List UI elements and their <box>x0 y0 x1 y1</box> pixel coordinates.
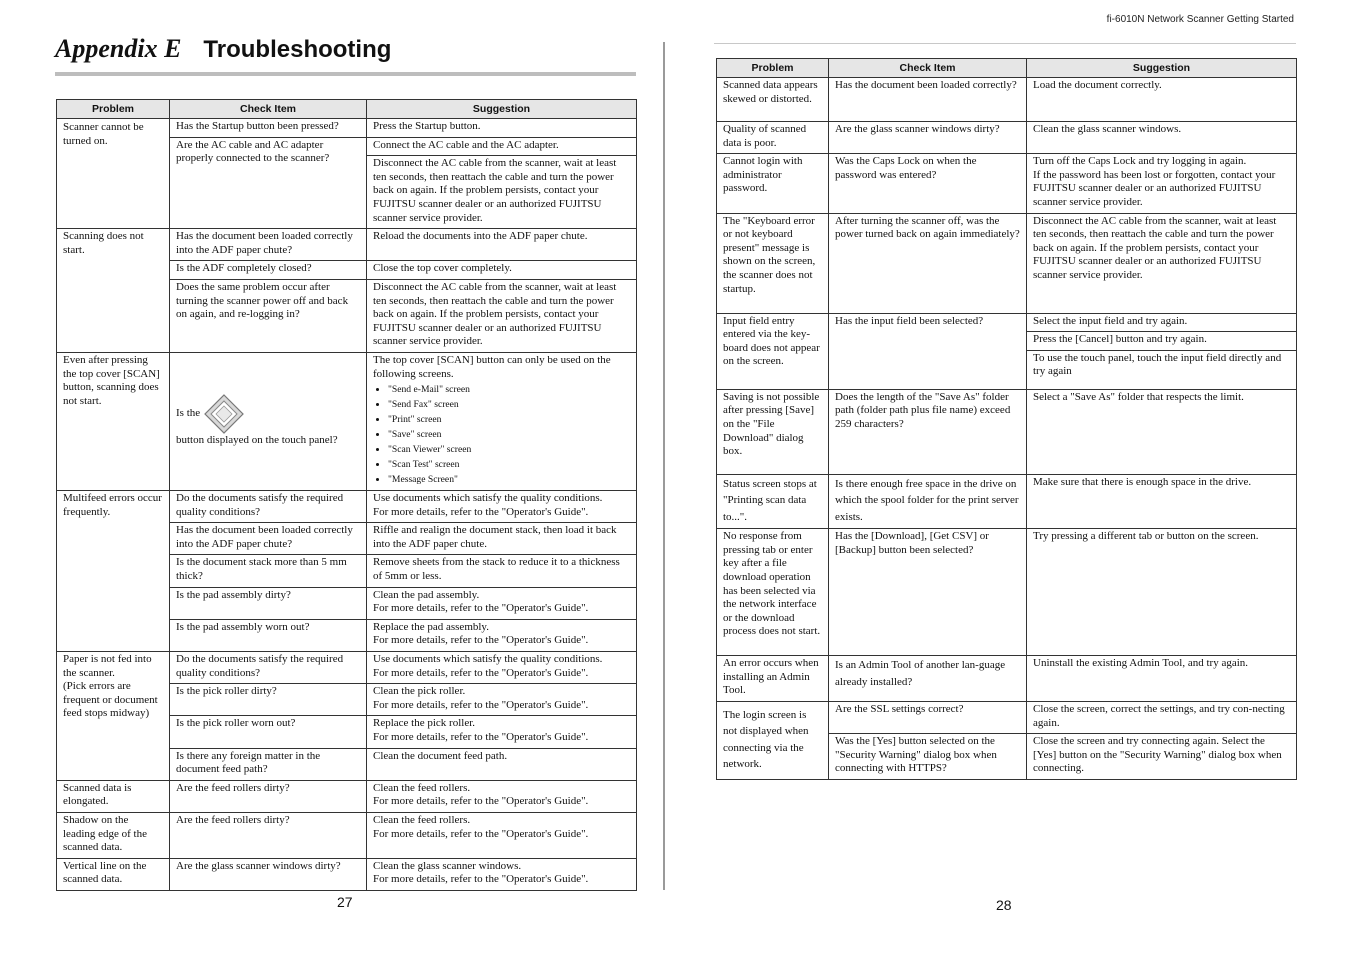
table-row <box>717 702 1297 734</box>
problem-cell: Vertical line on the scanned data. <box>57 858 170 890</box>
check-item-cell: Is an Admin Tool of another lan-guage already installed? <box>829 656 1027 702</box>
problem-cell: Quality of scanned data is poor. <box>717 122 829 154</box>
check-item-cell: Are the feed rollers dirty? <box>170 812 367 858</box>
table-row <box>57 119 637 138</box>
check-item-cell: Is the ADF completely closed? <box>170 261 367 280</box>
scan-button-note: The top cover [SCAN] button can only be used on the following screens. <box>373 353 611 380</box>
suggestion-cell: Clean the glass scanner windows. <box>1027 122 1297 154</box>
problem-cell: Scanned data is elongated. <box>57 780 170 812</box>
suggestion-cell: Press the Startup button. <box>367 119 637 138</box>
suggestion-cell: Select a "Save As" folder that respects the limit. <box>1027 389 1297 474</box>
scan-button-icon <box>204 394 244 434</box>
suggestion-cell: Uninstall the existing Admin Tool, and try again. <box>1027 656 1297 702</box>
list-item: • "Save" screen <box>388 427 630 442</box>
left-page <box>0 0 665 954</box>
check-item-suffix: button displayed on the touch panel? <box>176 433 338 446</box>
check-item-cell: Does the length of the "Save As" folder path (folder path plus file name) exceed 259 characters? <box>829 389 1027 474</box>
problem-cell: No response from pressing tab or enter key after a file download operation has been selected via the network interface or the download process does not start. <box>717 529 829 656</box>
suggestion-cell: Try pressing a different tab or button on the screen. <box>1027 529 1297 656</box>
column-header-check-item: Check Item <box>829 59 1027 78</box>
list-item: • "Print" screen <box>388 412 630 427</box>
suggestion-cell: Clean the feed rollers. For more details, refer to the "Operator's Guide". <box>367 780 637 812</box>
suggestion-cell: Close the top cover completely. <box>367 261 637 280</box>
suggestion-cell: Load the document correctly. <box>1027 78 1297 122</box>
suggestion-cell: Clean the glass scanner windows. For more details, refer to the "Operator's Guide". <box>367 858 637 890</box>
header-rule <box>714 43 1296 44</box>
problem-cell: Saving is not possible after pressing [Save] on the "File Download" dialog box. <box>717 389 829 474</box>
appendix-label: Appendix E <box>55 34 182 63</box>
check-item-cell: Is the pick roller dirty? <box>170 684 367 716</box>
troubleshooting-table-right <box>716 58 1297 780</box>
page-number: 28 <box>996 897 1012 913</box>
problem-cell: Shadow on the leading edge of the scanned data. <box>57 812 170 858</box>
scan-button-check <box>176 394 360 434</box>
suggestion-cell: Riffle and realign the document stack, then load it back into the ADF paper chute. <box>367 523 637 555</box>
suggestion-cell: Turn off the Caps Lock and try logging in again. If the password has been lost or forgotten, contact your FUJITSU scanner dealer or an authorized FUJITSU scanner service provider. <box>1027 154 1297 213</box>
document-header: fi-6010N Network Scanner Getting Started <box>1106 14 1294 25</box>
problem-cell: An error occurs when installing an Admin Tool. <box>717 656 829 702</box>
suggestion-cell: Clean the feed rollers. For more details, refer to the "Operator's Guide". <box>367 812 637 858</box>
suggestion-cell: Use documents which satisfy the quality conditions. For more details, refer to the "Operator's Guide". <box>367 652 637 684</box>
list-item: • "Scan Test" screen <box>388 457 630 472</box>
column-header-check-item: Check Item <box>170 100 367 119</box>
suggestion-cell: Close the screen, correct the settings, and try con-necting again. <box>1027 702 1297 734</box>
table-row <box>57 812 637 858</box>
suggestion-cell: Select the input field and try again. <box>1027 313 1297 332</box>
list-item: • "Send e-Mail" screen <box>388 382 630 397</box>
suggestion-cell: Remove sheets from the stack to reduce it to a thickness of 5mm or less. <box>367 555 637 587</box>
suggestion-cell: Replace the pad assembly. For more details, refer to the "Operator's Guide". <box>367 619 637 651</box>
check-item-cell: Is the pad assembly dirty? <box>170 587 367 619</box>
suggestion-cell: Replace the pick roller. For more details, refer to the "Operator's Guide". <box>367 716 637 748</box>
check-item-cell: Is the pad assembly worn out? <box>170 619 367 651</box>
table-row <box>717 389 1297 474</box>
suggestion-cell: Clean the pad assembly. For more details, refer to the "Operator's Guide". <box>367 587 637 619</box>
table-row <box>57 858 637 890</box>
check-item-cell: Are the feed rollers dirty? <box>170 780 367 812</box>
suggestion-cell: Use documents which satisfy the quality conditions. For more details, refer to the "Operator's Guide". <box>367 491 637 523</box>
problem-cell: Even after pressing the top cover [SCAN] button, scanning does not start. <box>57 352 170 490</box>
table-row <box>717 313 1297 332</box>
screen-list <box>373 382 630 487</box>
check-item-cell: Do the documents satisfy the required quality conditions? <box>170 652 367 684</box>
problem-cell: Cannot login with administrator password. <box>717 154 829 213</box>
check-item-cell: Is the document stack more than 5 mm thick? <box>170 555 367 587</box>
check-item-cell: Do the documents satisfy the required quality conditions? <box>170 491 367 523</box>
column-header-suggestion: Suggestion <box>367 100 637 119</box>
problem-cell: Multifeed errors occur frequently. <box>57 491 170 652</box>
page-title <box>55 34 391 64</box>
table-row <box>57 491 637 523</box>
table-row <box>717 122 1297 154</box>
column-header-problem: Problem <box>717 59 829 78</box>
column-header-problem: Problem <box>57 100 170 119</box>
table-row <box>57 229 637 261</box>
table-row <box>717 154 1297 213</box>
table-row <box>717 529 1297 656</box>
suggestion-cell: Press the [Cancel] button and try again. <box>1027 332 1297 351</box>
check-item-prefix: Is the <box>176 406 201 419</box>
table-row <box>717 656 1297 702</box>
check-item-cell <box>170 352 367 490</box>
troubleshooting-table-left <box>56 99 637 891</box>
problem-cell: Paper is not fed into the scanner. (Pick errors are frequent or document feed stops midway) <box>57 652 170 781</box>
suggestion-cell: Make sure that there is enough space in the drive. <box>1027 474 1297 529</box>
check-item-cell: Are the AC cable and AC adapter properly connected to the scanner? <box>170 137 367 229</box>
problem-cell: Input field entry entered via the key-board does not appear on the screen. <box>717 313 829 389</box>
check-item-cell: Are the glass scanner windows dirty? <box>170 858 367 890</box>
problem-cell: Scanned data appears skewed or distorted. <box>717 78 829 122</box>
suggestion-cell: Reload the documents into the ADF paper chute. <box>367 229 637 261</box>
table-row <box>57 352 637 490</box>
column-header-suggestion: Suggestion <box>1027 59 1297 78</box>
suggestion-cell: Connect the AC cable and the AC adapter. <box>367 137 637 156</box>
check-item-cell: Is the pick roller worn out? <box>170 716 367 748</box>
check-item-cell: Has the document been loaded correctly? <box>829 78 1027 122</box>
check-item-cell: Has the document been loaded correctly into the ADF paper chute? <box>170 523 367 555</box>
problem-cell: The login screen is not displayed when connecting via the network. <box>717 702 829 780</box>
check-item-cell: Are the glass scanner windows dirty? <box>829 122 1027 154</box>
title-underline <box>55 72 636 76</box>
check-item-cell: Is there enough free space in the drive on which the spool folder for the print server exists. <box>829 474 1027 529</box>
check-item-cell: After turning the scanner off, was the power turned back on again immediately? <box>829 213 1027 313</box>
check-item-cell: Does the same problem occur after turning the scanner power off and back on again, and re-logging in? <box>170 279 367 352</box>
suggestion-cell: Disconnect the AC cable from the scanner, wait at least ten seconds, then reattach the cable and turn the power back on again. If the problem persists, contact your FUJITSU scanner dealer or an authorized FUJITSU scanner service provider. <box>367 156 637 229</box>
check-item-cell: Is there any foreign matter in the document feed path? <box>170 748 367 780</box>
page-number: 27 <box>337 894 353 910</box>
check-item-cell: Are the SSL settings correct? <box>829 702 1027 734</box>
suggestion-cell: To use the touch panel, touch the input field directly and try again <box>1027 350 1297 389</box>
check-item-cell: Has the Startup button been pressed? <box>170 119 367 138</box>
problem-cell: Scanning does not start. <box>57 229 170 353</box>
check-item-cell: Has the input field been selected? <box>829 313 1027 389</box>
suggestion-cell: Disconnect the AC cable from the scanner, wait at least ten seconds, then reattach the cable and turn the power back on again. If the problem persists, contact your FUJITSU scanner dealer or an authorized FUJITSU scanner service provider. <box>1027 213 1297 313</box>
list-item: • "Message Screen" <box>388 472 630 487</box>
table-row <box>717 213 1297 313</box>
list-item: • "Scan Viewer" screen <box>388 442 630 457</box>
problem-cell: Status screen stops at "Printing scan data to...". <box>717 474 829 529</box>
table-row <box>57 652 637 684</box>
right-page <box>665 0 1350 954</box>
list-item: • "Send Fax" screen <box>388 397 630 412</box>
problem-cell: The "Keyboard error or not keyboard present" message is shown on the screen, the scanner does not startup. <box>717 213 829 313</box>
table-row <box>717 474 1297 529</box>
suggestion-cell: Clean the document feed path. <box>367 748 637 780</box>
suggestion-cell: Disconnect the AC cable from the scanner, wait at least ten seconds, then reattach the cable and turn the power back on again. If the problem persists, contact your FUJITSU scanner dealer or an authorized FUJITSU scanner service provider. <box>367 279 637 352</box>
suggestion-cell <box>367 352 637 490</box>
suggestion-cell: Clean the pick roller. For more details, refer to the "Operator's Guide". <box>367 684 637 716</box>
appendix-topic: Troubleshooting <box>203 36 392 63</box>
check-item-cell: Has the document been loaded correctly into the ADF paper chute? <box>170 229 367 261</box>
table-row <box>57 780 637 812</box>
problem-cell: Scanner cannot be turned on. <box>57 119 170 229</box>
suggestion-cell: Close the screen and try connecting again. Select the [Yes] button on the "Security Warning" dialog box when connecting. <box>1027 734 1297 780</box>
check-item-cell: Was the [Yes] button selected on the "Security Warning" dialog box when connecting with HTTPS? <box>829 734 1027 780</box>
table-row <box>717 78 1297 122</box>
check-item-cell: Was the Caps Lock on when the password was entered? <box>829 154 1027 213</box>
check-item-cell: Has the [Download], [Get CSV] or [Backup] button been selected? <box>829 529 1027 656</box>
